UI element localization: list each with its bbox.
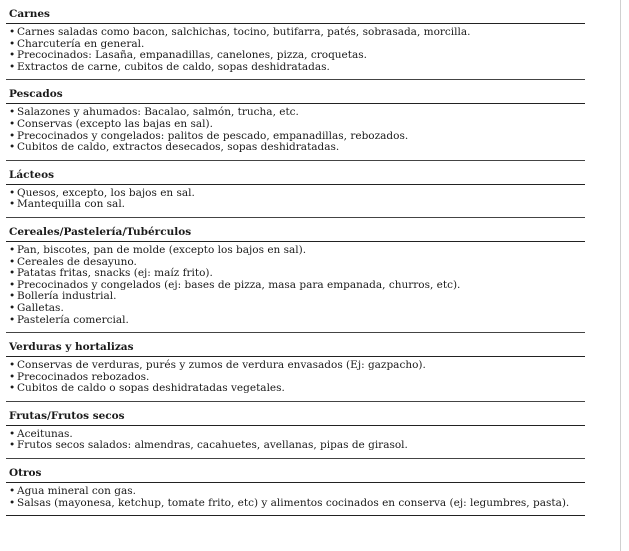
bullet-icon: • — [9, 186, 16, 199]
list-item-text: Salazones y ahumados: Bacalao, salmón, trucha, etc. — [17, 106, 299, 119]
category-item-list — [6, 242, 585, 333]
bullet-icon: • — [9, 129, 16, 142]
category-heading: Frutas/Frutos secos — [6, 402, 585, 426]
bullet-icon: • — [9, 243, 16, 256]
list-item-text: Cubitos de caldo o sopas deshidratadas vegetales. — [17, 382, 285, 395]
list-item-text: Quesos, excepto, los bajos en sal. — [17, 186, 195, 199]
category-item-list — [6, 185, 585, 218]
bullet-icon: • — [9, 278, 16, 291]
bullet-icon: • — [9, 117, 16, 130]
bullet-icon: • — [9, 427, 16, 440]
bullet-icon: • — [9, 301, 16, 314]
list-item-text: Galletas. — [17, 301, 64, 314]
list-item — [9, 383, 585, 395]
category-heading: Lácteos — [6, 161, 585, 185]
list-item-text: Precocinados: Lasaña, empanadillas, canelones, pizza, croquetas. — [17, 49, 367, 62]
bullet-icon: • — [9, 370, 16, 383]
list-item-text: Precocinados y congelados: palitos de pescado, empanadillas, rebozados. — [17, 129, 409, 142]
bullet-icon: • — [9, 26, 16, 38]
food-category-section — [6, 218, 585, 333]
list-item-text: Salsas (mayonesa, ketchup, tomate frito, etc) y alimentos cocinados en conserva (ej: legumbres, pasta). — [17, 496, 570, 509]
category-heading: Otros — [6, 459, 585, 483]
category-item-list — [6, 24, 585, 80]
food-category-section — [6, 459, 585, 516]
list-item-text: Carnes saladas como bacon, salchichas, tocino, butifarra, patés, sobrasada, morcilla. — [17, 26, 471, 38]
bullet-icon: • — [9, 485, 16, 498]
bullet-icon: • — [9, 49, 16, 62]
category-heading: Pescados — [6, 80, 585, 104]
list-item — [9, 291, 585, 303]
list-item-text: Cubitos de caldo, extractos desecados, sopas deshidratadas. — [17, 141, 340, 154]
list-item-text: Patatas fritas, snacks (ej: maíz frito). — [17, 267, 213, 280]
list-item-text: Conservas de verduras, purés y zumos de verdura envasados (Ej: gazpacho). — [17, 359, 426, 372]
list-item-text: Conservas (excepto las bajas en sal). — [17, 117, 213, 130]
food-sodium-table — [6, 0, 585, 516]
list-item-text: Bollería industrial. — [17, 290, 117, 303]
list-item-text: Charcutería en general. — [17, 37, 145, 50]
list-item-text: Extractos de carne, cubitos de caldo, sopas deshidratadas. — [17, 60, 330, 73]
bullet-icon: • — [9, 267, 16, 280]
bullet-icon: • — [9, 382, 16, 395]
list-item — [9, 315, 585, 327]
category-heading: Verduras y hortalizas — [6, 333, 585, 357]
bullet-icon: • — [9, 141, 16, 154]
list-item — [9, 62, 585, 74]
list-item-text: Precocinados y congelados (ej: bases de pizza, masa para empanada, churros, etc). — [17, 278, 461, 291]
bullet-icon: • — [9, 198, 16, 211]
food-category-section — [6, 161, 585, 218]
list-item-text: Frutos secos salados: almendras, cacahuetes, avellanas, pipas de girasol. — [17, 439, 408, 452]
list-item-text: Pastelería comercial. — [17, 313, 129, 326]
list-item-text: Aceitunas. — [17, 427, 73, 440]
bullet-icon: • — [9, 496, 16, 509]
list-item — [9, 199, 585, 211]
list-item — [9, 142, 585, 154]
list-item-text: Cereales de desayuno. — [17, 255, 137, 268]
bullet-icon: • — [9, 290, 16, 303]
bullet-icon: • — [9, 60, 16, 73]
bullet-icon: • — [9, 439, 16, 452]
category-heading: Carnes — [6, 0, 585, 24]
food-category-section — [6, 0, 585, 80]
bullet-icon: • — [9, 313, 16, 326]
list-item — [9, 440, 585, 452]
list-item-text: Precocinados rebozados. — [17, 370, 150, 383]
bullet-icon: • — [9, 359, 16, 372]
food-category-section — [6, 80, 585, 160]
list-item-text: Mantequilla con sal. — [17, 198, 126, 211]
category-item-list — [6, 104, 585, 160]
category-item-list — [6, 483, 585, 516]
list-item-text: Agua mineral con gas. — [17, 485, 136, 498]
list-item — [9, 498, 585, 510]
category-heading: Cereales/Pastelería/Tubérculos — [6, 218, 585, 242]
bullet-icon: • — [9, 37, 16, 50]
category-item-list — [6, 426, 585, 459]
food-category-section — [6, 402, 585, 459]
bullet-icon: • — [9, 255, 16, 268]
list-item-text: Pan, biscotes, pan de molde (excepto los bajos en sal). — [17, 243, 307, 256]
food-category-section — [6, 333, 585, 402]
bullet-icon: • — [9, 106, 16, 119]
category-item-list — [6, 357, 585, 402]
page-edge-divider — [620, 0, 621, 551]
